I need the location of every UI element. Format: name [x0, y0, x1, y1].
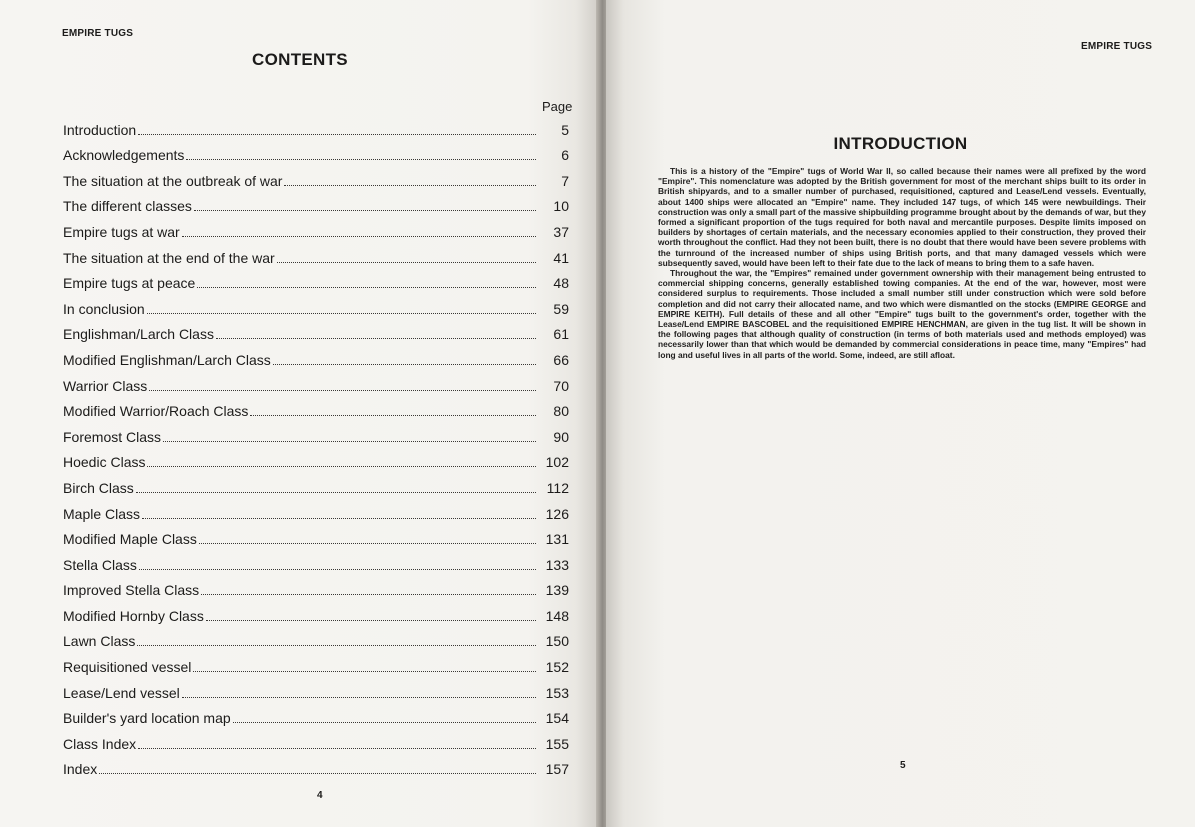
contents-entry-page: 152 [545, 659, 569, 676]
dot-leader [99, 773, 536, 774]
contents-entry-label: Modified Warrior/Roach Class [63, 403, 249, 420]
contents-entry [63, 215, 569, 241]
contents-entry-page: 80 [553, 403, 569, 420]
contents-entry [63, 267, 569, 293]
contents-list [63, 113, 569, 778]
contents-entry-label: Requisitioned vessel [63, 659, 192, 676]
contents-entry-page: 112 [546, 479, 569, 496]
contents-entry [63, 318, 569, 344]
contents-entry [63, 190, 569, 216]
contents-entry-label: Lawn Class [63, 633, 136, 650]
dot-leader [186, 159, 536, 160]
contents-entry-label: The situation at the end of the war [63, 249, 275, 266]
contents-entry-page: 37 [553, 223, 569, 240]
contents-entry-page: 155 [545, 735, 569, 752]
contents-entry-label: Class Index [63, 735, 137, 752]
contents-entry [63, 113, 569, 139]
contents-entry-page: 6 [561, 147, 569, 164]
dot-leader [277, 262, 536, 263]
contents-entry-page: 157 [545, 761, 569, 778]
dot-leader [138, 134, 536, 135]
contents-entry [63, 471, 569, 497]
contents-entry-label: Modified Maple Class [63, 531, 197, 548]
dot-leader [194, 210, 536, 211]
page-number-right: 5 [900, 760, 906, 771]
introduction-title: INTRODUCTION [833, 134, 968, 153]
contents-entry [63, 497, 569, 523]
contents-entry [63, 650, 569, 676]
contents-entry-label: Empire tugs at peace [63, 275, 196, 292]
page-number-left: 4 [317, 790, 323, 801]
contents-entry [63, 702, 569, 728]
contents-entry-label: Foremost Class [63, 428, 162, 445]
contents-entry-label: Introduction [63, 121, 137, 138]
dot-leader [142, 518, 536, 519]
contents-entry-page: 10 [553, 198, 569, 215]
contents-entry-label: Builder's yard location map [63, 710, 231, 727]
dot-leader [136, 492, 536, 493]
contents-entry-page: 61 [553, 326, 569, 343]
contents-entry [63, 548, 569, 574]
contents-entry-page: 148 [545, 607, 569, 624]
contents-entry-page: 153 [545, 684, 569, 701]
contents-entry-label: Modified Englishman/Larch Class [63, 351, 271, 368]
introduction-paragraph: Throughout the war, the "Empires" remained under government ownership with their management being entrusted to commercial shipping concerns, generally established towing companies. At the end of the war, however, most were considered surplus to requirements. Those included a small number still under construction which were sold before completion and did not carry their allocated name, and two which were dismantled on the stocks (EMPIRE GEORGE and EMPIRE KEITH). Full details of these and all other "Empire" tugs built to the government's order, together with the Lease/Lend EMPIRE BASCOBEL and the requisitioned EMPIRE HENCHMAN, are given in the tug list. It will be shown in the following pages that although quality of construction (in terms of both materials used and methods employed) was necessarily lower than that which would be demanded by commercial considerations in peace time, many "Empires" had long and useful lives in all parts of the world. Some, indeed, are still afloat. [658, 268, 1146, 360]
contents-entry-label: Modified Hornby Class [63, 607, 204, 624]
contents-entry-label: Hoedic Class [63, 454, 146, 471]
introduction-paragraph: This is a history of the "Empire" tugs of World War II, so called because their names were all prefixed by the word "Empire". This nomenclature was adopted by the British government for most of the merchant ships built to its order in British shipyards, and to a smaller number of purchased, requisitioned, captured and Lease/Lend vessels. Eventually, about 1400 ships were allocated an "Empire" name. They included 147 tugs, of which 145 were newbuildings. Their construction was only a small part of the massive shipbuilding programme brought about by the demands of war, but they formed a significant proportion of the tugs required for both naval and mercantile purposes. Despite limits imposed on builders by shortages of certain materials, and the necessary economies applied to their construction, they proved their worth throughout the conflict. Had they not been built, there is no doubt that there would have been severe problems with the turnround of the increased number of ships using British ports, and that many damaged vessels which were subsequently saved, would have been left to their fate due to the lack of means to bring them to a safe haven. [658, 166, 1146, 268]
contents-entry-label: Lease/Lend vessel [63, 684, 180, 701]
contents-entry [63, 625, 569, 651]
running-head-left: EMPIRE TUGS [62, 28, 134, 39]
contents-entry-page: 131 [545, 531, 569, 548]
right-page [606, 0, 1195, 827]
dot-leader [201, 594, 536, 595]
contents-entry-label: Birch Class [63, 479, 134, 496]
contents-entry [63, 139, 569, 165]
contents-entry-page: 133 [545, 556, 569, 573]
contents-entry [63, 369, 569, 395]
contents-entry-label: The situation at the outbreak of war [63, 172, 283, 189]
dot-leader [193, 671, 536, 672]
contents-entry-page: 41 [553, 249, 569, 266]
contents-entry-label: Warrior Class [63, 377, 148, 394]
dot-leader [182, 236, 536, 237]
dot-leader [273, 364, 536, 365]
contents-entry [63, 164, 569, 190]
contents-entry [63, 599, 569, 625]
page-column-header: Page [542, 99, 573, 114]
dot-leader [233, 722, 536, 723]
contents-entry-label: In conclusion [63, 300, 145, 317]
contents-entry-label: Englishman/Larch Class [63, 326, 214, 343]
contents-entry-page: 150 [545, 633, 569, 650]
contents-entry-page: 48 [553, 275, 569, 292]
contents-entry-label: Empire tugs at war [63, 223, 180, 240]
dot-leader [149, 390, 536, 391]
dot-leader [199, 543, 536, 544]
dot-leader [197, 287, 536, 288]
contents-entry-label: Index [63, 761, 98, 778]
contents-entry [63, 343, 569, 369]
dot-leader [284, 185, 536, 186]
contents-entry [63, 241, 569, 267]
dot-leader [138, 748, 536, 749]
contents-entry-page: 70 [553, 377, 569, 394]
contents-entry [63, 676, 569, 702]
contents-entry [63, 395, 569, 421]
contents-entry-label: Maple Class [63, 505, 141, 522]
contents-entry-page: 154 [545, 710, 569, 727]
contents-entry [63, 523, 569, 549]
contents-entry-page: 102 [545, 454, 569, 471]
contents-entry-label: Stella Class [63, 556, 137, 573]
contents-entry [63, 574, 569, 600]
contents-entry-page: 7 [561, 172, 569, 189]
contents-entry [63, 420, 569, 446]
contents-entry-page: 90 [553, 428, 569, 445]
contents-entry-page: 126 [545, 505, 569, 522]
contents-entry [63, 446, 569, 472]
contents-entry-page: 5 [561, 121, 569, 138]
dot-leader [163, 441, 536, 442]
dot-leader [137, 645, 536, 646]
contents-entry-label: Improved Stella Class [63, 582, 200, 599]
contents-entry-page: 66 [553, 351, 569, 368]
contents-entry-page: 139 [545, 582, 569, 599]
contents-title: CONTENTS [252, 50, 348, 69]
dot-leader [250, 415, 536, 416]
contents-entry-label: The different classes [63, 198, 192, 215]
dot-leader [139, 569, 536, 570]
contents-entry-label: Acknowledgements [63, 147, 185, 164]
running-head-right: EMPIRE TUGS [1081, 41, 1153, 52]
contents-entry [63, 753, 569, 779]
contents-entry [63, 292, 569, 318]
contents-entry [63, 727, 569, 753]
dot-leader [206, 620, 536, 621]
dot-leader [147, 313, 536, 314]
dot-leader [147, 466, 536, 467]
introduction-body [658, 166, 1146, 360]
dot-leader [182, 697, 536, 698]
dot-leader [216, 338, 536, 339]
contents-entry-page: 59 [553, 300, 569, 317]
